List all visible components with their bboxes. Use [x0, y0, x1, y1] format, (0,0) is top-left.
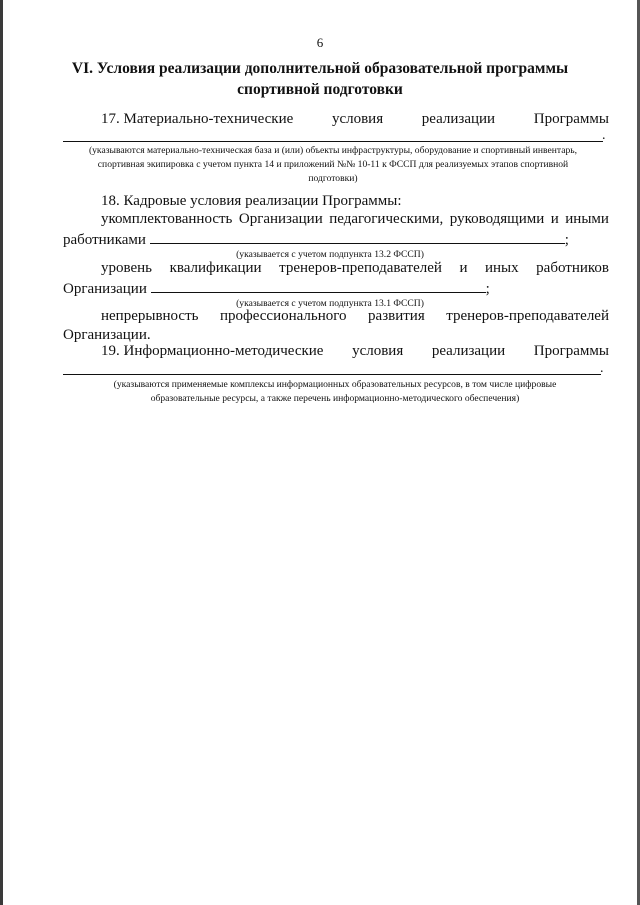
item-18-qualification-word: иных	[485, 260, 519, 276]
item-19-word: 19. Информационно-методические	[101, 343, 324, 359]
item-18-staffing-note: (указывается с учетом подпункта 13.2 ФССП)	[236, 249, 424, 260]
item-18-continuity-line	[101, 308, 609, 325]
item-18-continuity-word: тренеров-преподавателей	[446, 308, 609, 324]
item-18-continuity-word: профессионального	[219, 308, 347, 324]
item-19-line	[101, 343, 609, 360]
item-18-staffing-cont	[63, 231, 569, 249]
item-18-qualification-line	[101, 260, 609, 277]
item-17-end-mark: .	[602, 128, 606, 143]
item-18-continuity-word: развития	[368, 308, 425, 324]
item-19-end-mark: .	[600, 361, 604, 376]
item-18-staffing-cont-text: работниками	[63, 232, 146, 248]
qualification-fill-line	[151, 280, 486, 293]
item-18-qualification-word: работников	[536, 260, 609, 276]
item-17-word: 17. Материально-технические	[101, 111, 294, 127]
item-18-continuity-cont: Организации.	[63, 327, 151, 343]
item-19-word: условия	[352, 343, 404, 359]
staffing-fill-line	[150, 231, 565, 244]
item-18-staffing-line	[101, 211, 609, 228]
item-18-qualification-word: тренеров-преподавателей	[279, 260, 442, 276]
item-19-fill-line	[63, 374, 601, 375]
item-17-note: (указываются материально-техническая база и (или) объекты инфраструктуры, оборудование и спортивный инвентарь, спортивная экипировка с учетом пункта 14 и приложений №№ 10-11 к ФССП для реализуемых этапов спортивной подготовки)	[88, 145, 578, 184]
item-18-qualification-cont	[63, 280, 490, 298]
item-18-staffing-end: ;	[564, 232, 569, 248]
item-18-qualification-word: и	[459, 260, 468, 276]
section-title: VI. Условия реализации дополнительной образовательной программы спортивной подготовки	[71, 60, 569, 98]
item-19-word: Программы	[533, 343, 609, 359]
item-18-qualification-word: квалификации	[169, 260, 262, 276]
item-17-fill-line	[63, 141, 603, 142]
item-17-word: Программы	[533, 111, 609, 127]
item-17-word: реализации	[421, 111, 496, 127]
page-number: 6	[316, 35, 324, 50]
item-18-staffing-word: укомплектованность	[101, 211, 233, 227]
item-18-staffing-word: иными	[565, 211, 609, 227]
item-18-heading: 18. Кадровые условия реализации Программы:	[101, 193, 402, 209]
item-18-staffing-word: Организации	[238, 211, 323, 227]
item-18-continuity-word: непрерывность	[101, 308, 199, 324]
item-18-staffing-word: руководящими	[449, 211, 545, 227]
page-edge-left	[0, 0, 3, 905]
item-18-qualification-note: (указывается с учетом подпункта 13.1 ФССП)	[236, 298, 424, 309]
item-19-word: реализации	[431, 343, 506, 359]
item-18-staffing-word: педагогическими,	[329, 211, 444, 227]
item-18-staffing-word: и	[550, 211, 559, 227]
item-19-note: (указываются применяемые комплексы информационных образовательных ресурсов, в том числе цифровые образовательные ресурсы, а также перечень информационно-методического обеспечения)	[113, 379, 557, 404]
item-17-line	[101, 111, 609, 128]
item-18-qualification-cont-text: Организации	[63, 281, 147, 297]
item-18-qualification-word: уровень	[101, 260, 153, 276]
item-18-qualification-end: ;	[485, 281, 490, 297]
item-17-word: условия	[331, 111, 384, 127]
